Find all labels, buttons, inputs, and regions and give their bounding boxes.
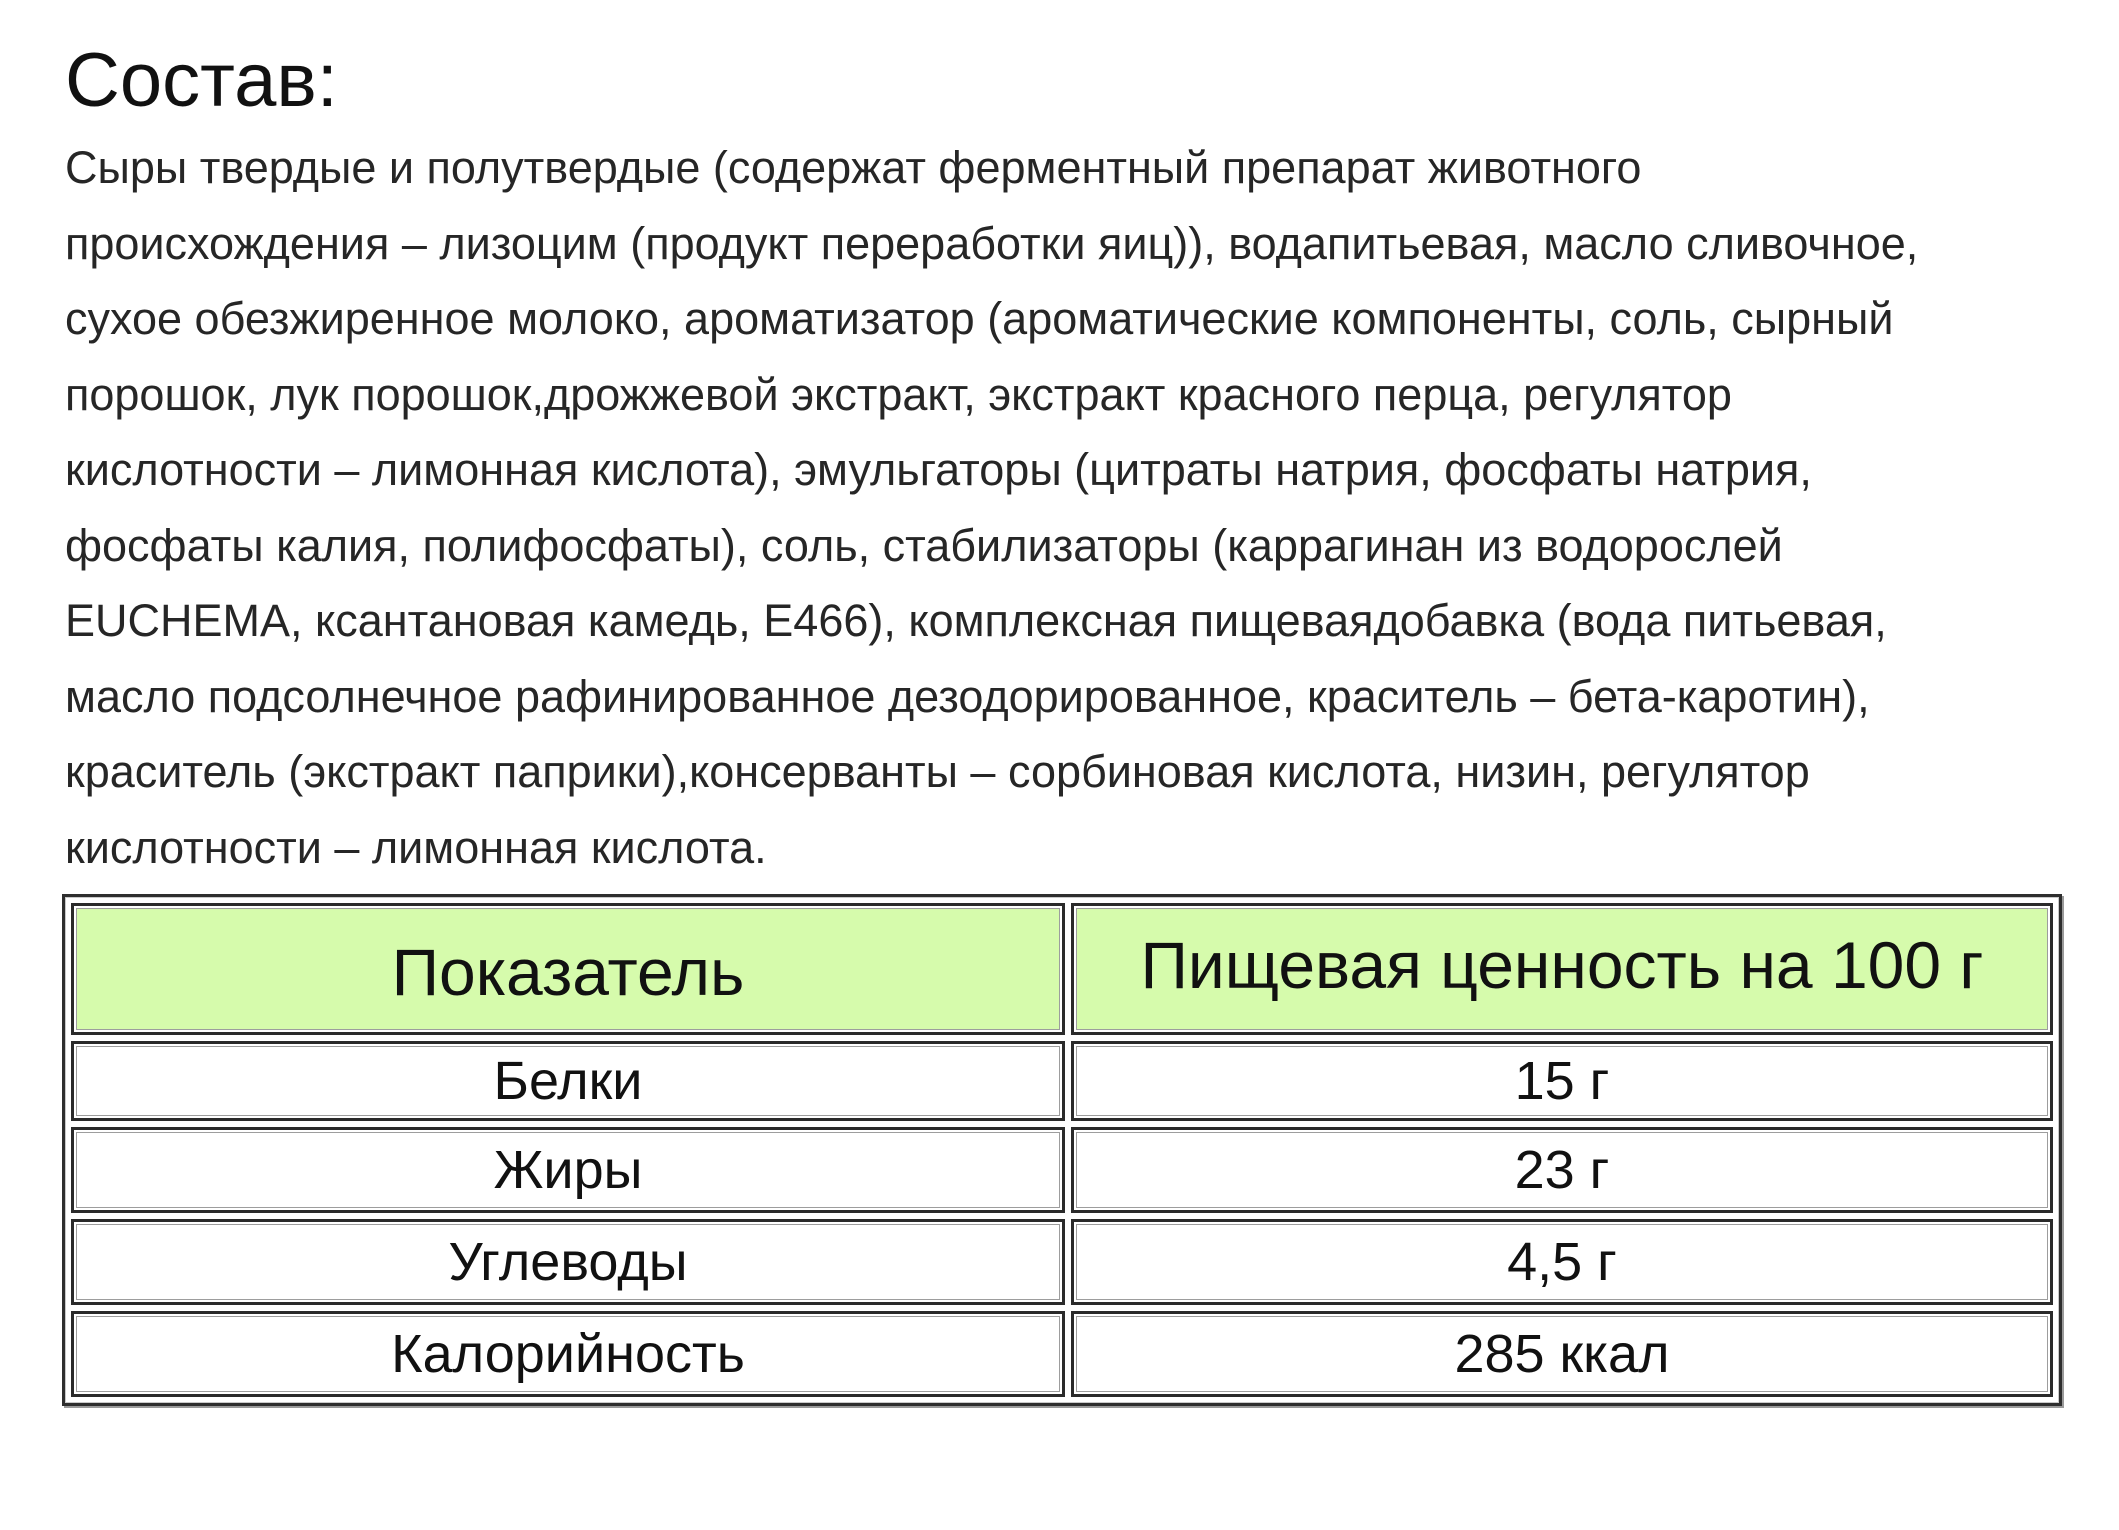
nutrition-header-row	[71, 903, 2053, 1035]
composition-line-1: Сыры твердые и полутвердые (содержат ферментный препарат животного	[65, 142, 1642, 193]
row-indicator-cell: Калорийность	[71, 1311, 1065, 1397]
composition-line-4: порошок, лук порошок,дрожжевой экстракт, экстракт красного перца, регулятор	[65, 368, 1732, 420]
table-row	[71, 1127, 2053, 1213]
header-nutrition-value: Пищевая ценность на 100 г	[1071, 903, 2053, 1035]
composition-line-2: происхождения – лизоцим (продукт переработки яиц)), водапитьевая, масло сливочное,	[65, 217, 1919, 269]
composition-line-6: фосфаты калия, полифосфаты), соль, стабилизаторы (каррагинан из водорослей	[65, 519, 1783, 571]
composition-line-10: кислотности – лимонная кислота.	[65, 821, 767, 873]
header-indicator: Показатель	[71, 903, 1065, 1035]
table-row	[71, 1311, 2053, 1397]
composition-line-7: EUCHEMA, ксантановая камедь, Е466), комплексная пищеваядобавка (вода питьевая,	[65, 595, 1887, 646]
row-indicator-cell: Жиры	[71, 1127, 1065, 1213]
row-value-cell: 23 г	[1071, 1127, 2053, 1213]
row-indicator-cell: Углеводы	[71, 1219, 1065, 1305]
nutrition-table	[62, 894, 2062, 1406]
row-value-cell: 285 ккал	[1071, 1311, 2053, 1397]
composition-line-5: кислотности – лимонная кислота), эмульгаторы (цитраты натрия, фосфаты натрия,	[65, 444, 1812, 495]
row-value-cell: 15 г	[1071, 1041, 2053, 1121]
composition-title: Состав:	[65, 38, 338, 123]
composition-line-9: краситель (экстракт паприки),консерванты – сорбиновая кислота, низин, регулятор	[65, 746, 1810, 797]
table-row	[71, 1041, 2053, 1121]
composition-line-8: масло подсолнечное рафинированное дезодорированное, краситель – бета-каротин),	[65, 670, 1870, 722]
composition-text	[65, 130, 2105, 885]
composition-line-3: сухое обезжиренное молоко, ароматизатор (ароматические компоненты, соль, сырный	[65, 293, 1894, 344]
row-indicator-cell: Белки	[71, 1041, 1065, 1121]
row-value-cell: 4,5 г	[1071, 1219, 2053, 1305]
table-row	[71, 1219, 2053, 1305]
